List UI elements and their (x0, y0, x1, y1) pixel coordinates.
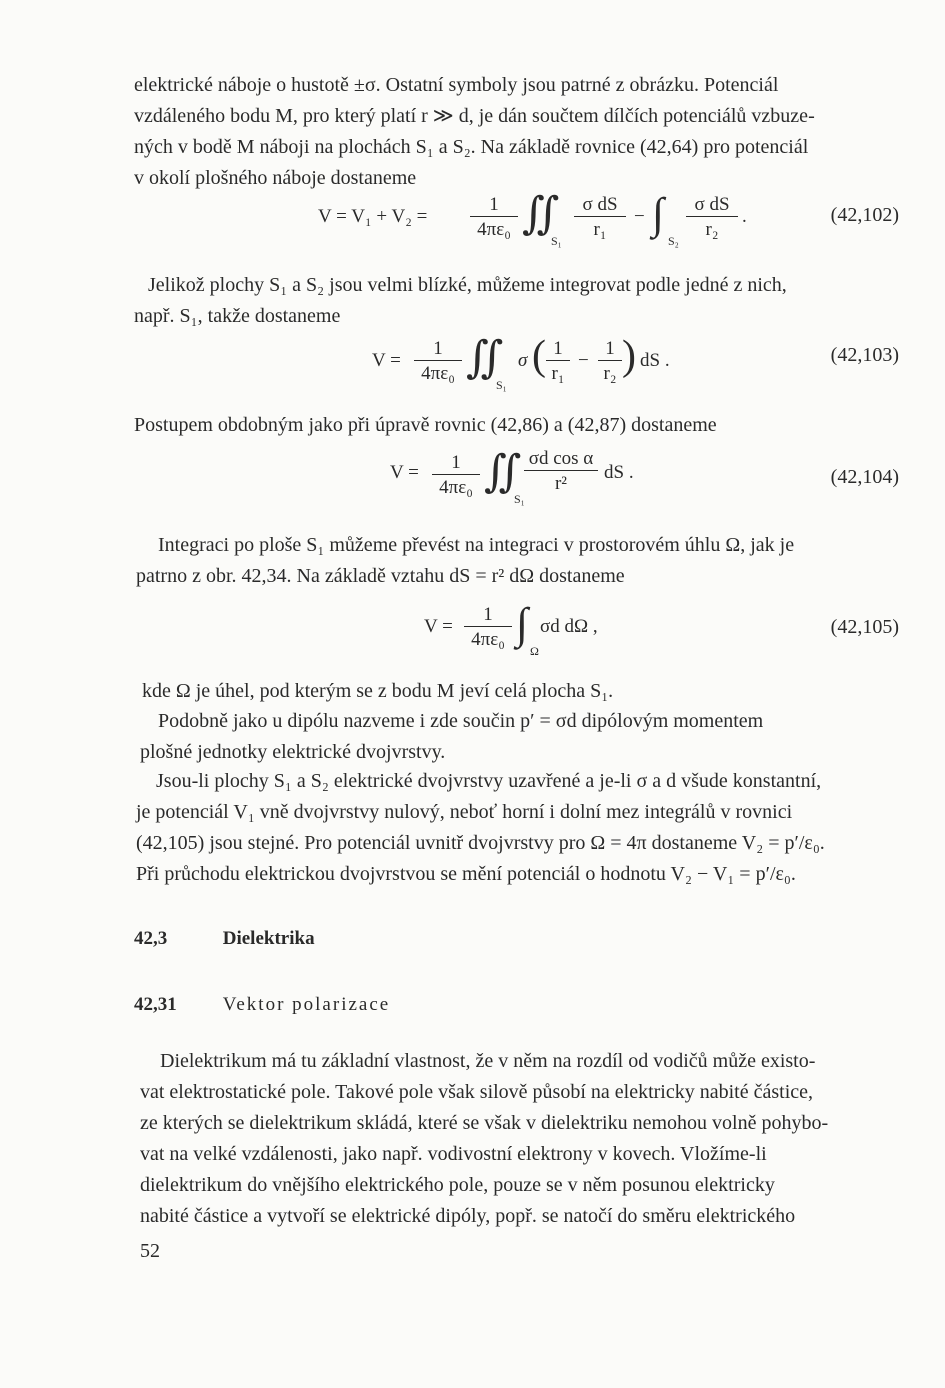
eq-tail: dS . (640, 350, 670, 371)
text-line: Postupem obdobným jako při úpravě rovnic (42,86) a (42,87) dostaneme (134, 414, 717, 436)
text-line: Podobně jako u dipólu nazveme i zde součin p′ = σd dipólovým momentem (158, 710, 764, 732)
section-number: 42,31 (134, 994, 177, 1015)
integral-subscript: Ω (530, 644, 539, 658)
integral-subscript: S₁ (514, 492, 525, 506)
equation-42-103 (0, 333, 945, 400)
text-line: (42,105) jsou stejné. Pro potenciál uvnitř dvojvrstvy pro Ω = 4π dostaneme V₂ = p′/ε₀. (136, 832, 825, 854)
integrand: σd dΩ , (540, 616, 598, 637)
right-paren: ) (622, 333, 636, 379)
eq-lhs: V = (372, 350, 401, 371)
integral-subscript: S₂ (668, 234, 679, 248)
eq-lhs: V = (390, 462, 419, 483)
text-line: např. S₁, takže dostaneme (134, 305, 341, 327)
paragraph-intro (134, 70, 898, 194)
subsection-heading (134, 994, 390, 1016)
section-title: Vektor polarizace (222, 994, 391, 1015)
eq-prefactor: $\frac{1}{\text{4πε₀}}$ (464, 604, 512, 653)
text-line: nabité částice a vytvoří se elektrické dipóly, popř. se natočí do směru elektrického (140, 1205, 796, 1227)
text-line: Integraci po ploše S₁ můžeme převést na integraci v prostorovém úhlu Ω, jak je (158, 534, 795, 556)
eq-prefactor: $\frac{1}{\text{4πε₀}}$ (432, 452, 480, 501)
equation-period: . (742, 206, 747, 227)
text-line: je potenciál V₁ vně dvojvrstvy nulový, neboť horní i dolní mez integrálů v rovnici (136, 801, 793, 823)
double-integral-sign: ∬ (522, 189, 560, 238)
eq-prefactor: $\frac{1}{\text{4πε₀}}$ (414, 338, 462, 387)
equation-42-102 (0, 190, 945, 254)
text-line: v okolí plošného náboje dostaneme (134, 167, 417, 189)
text-line: Při průchodu elektrickou dvojvrstvou se mění potenciál o hodnotu V₂ − V₁ = p′/ε₀. (136, 863, 796, 885)
eq-prefactor: $\frac{1}{\text{4πε₀}}$ (470, 194, 518, 243)
integral-subscript: S₁ (496, 378, 507, 392)
integral-sign: ∫ (652, 189, 665, 238)
fraction-one-over-r2: $\frac{1}{\text{r₂}}$ (598, 338, 622, 387)
section-number: 42,3 (134, 928, 168, 949)
text-line: vzdáleného bodu M, pro který platí r ≫ d, je dán součtem dílčích potenciálů vzbuze- (134, 105, 815, 127)
equation-number: (42,102) (830, 204, 899, 226)
double-integral-sign: ∬ (466, 333, 504, 382)
paragraph (134, 410, 898, 441)
eq-lhs: V = V₁ + V₂ = (318, 206, 428, 227)
text-line: kde Ω je úhel, pod kterým se z bodu M jeví celá plocha S₁. (142, 680, 614, 702)
fraction-one-over-r1: $\frac{1}{\text{r₁}}$ (546, 338, 570, 387)
text-line: patrno z obr. 42,34. Na základě vztahu dS = r² dΩ dostaneme (136, 565, 625, 587)
equation-42-104 (0, 446, 945, 510)
text-line: Dielektrikum má tu základní vlastnost, že v něm na rozdíl od vodičů může existo- (160, 1050, 816, 1072)
double-integral-sign: ∬ (484, 447, 522, 496)
equation-number: (42,103) (830, 344, 899, 366)
minus-sign: − (634, 206, 645, 227)
text-line: ných v bodě M náboji na plochách S₁ a S₂. Na základě rovnice (42,64) pro potenciál (134, 136, 809, 158)
paragraph (140, 706, 898, 768)
equation-42-105 (0, 598, 945, 662)
left-paren: ( (532, 333, 546, 379)
text-line: plošné jednotky elektrické dvojvrstvy. (140, 741, 446, 763)
text-line: Jsou-li plochy S₁ a S₂ elektrické dvojvrstvy uzavřené a je-li σ a d všude konstantní, (156, 770, 822, 792)
text-line: elektrické náboje o hustotě ±σ. Ostatní symboly jsou patrné z obrázku. Potenciál (134, 74, 779, 96)
eq-lhs: V = (424, 616, 453, 637)
paragraph (140, 1046, 898, 1232)
text-line: dielektrikum do vnějšího elektrického pole, pouze se v něm posunou elektricky (140, 1174, 775, 1196)
text-line: vat na velké vzdálenosti, jako např. vodivostní elektrony v kovech. Vložíme-li (140, 1143, 767, 1165)
paragraph (134, 270, 898, 332)
paragraph (142, 676, 898, 707)
text-line: vat elektrostatické pole. Takové pole však silově působí na elektricky nabité částice, (140, 1081, 814, 1103)
paragraph (136, 530, 898, 592)
integrand-fraction: $\frac{\text{σd cos α}}{\text{r²}}$ (524, 448, 598, 497)
integral-subscript: S₁ (551, 234, 562, 248)
minus-sign: − (578, 350, 589, 371)
section-heading (134, 928, 315, 950)
text-line: Jelikož plochy S₁ a S₂ jsou velmi blízké, můžeme integrovat podle jedné z nich, (148, 274, 787, 296)
text-line: ze kterých se dielektrikum skládá, které se však v dielektriku nemohou volně pohybo- (140, 1112, 829, 1134)
paragraph (136, 766, 898, 890)
equation-number: (42,104) (830, 466, 899, 488)
eq-tail: dS . (604, 462, 634, 483)
integrand-fraction: $\frac{\text{σ dS}}{\text{r₂}}$ (686, 194, 738, 243)
page-number: 52 (140, 1240, 160, 1262)
equation-number: (42,105) (830, 616, 899, 638)
sigma-symbol: σ (518, 350, 528, 371)
integrand-fraction: $\frac{\text{σ dS}}{\text{r₁}}$ (574, 194, 626, 243)
integral-sign: ∫ (516, 599, 529, 648)
section-title: Dielektrika (222, 928, 315, 949)
